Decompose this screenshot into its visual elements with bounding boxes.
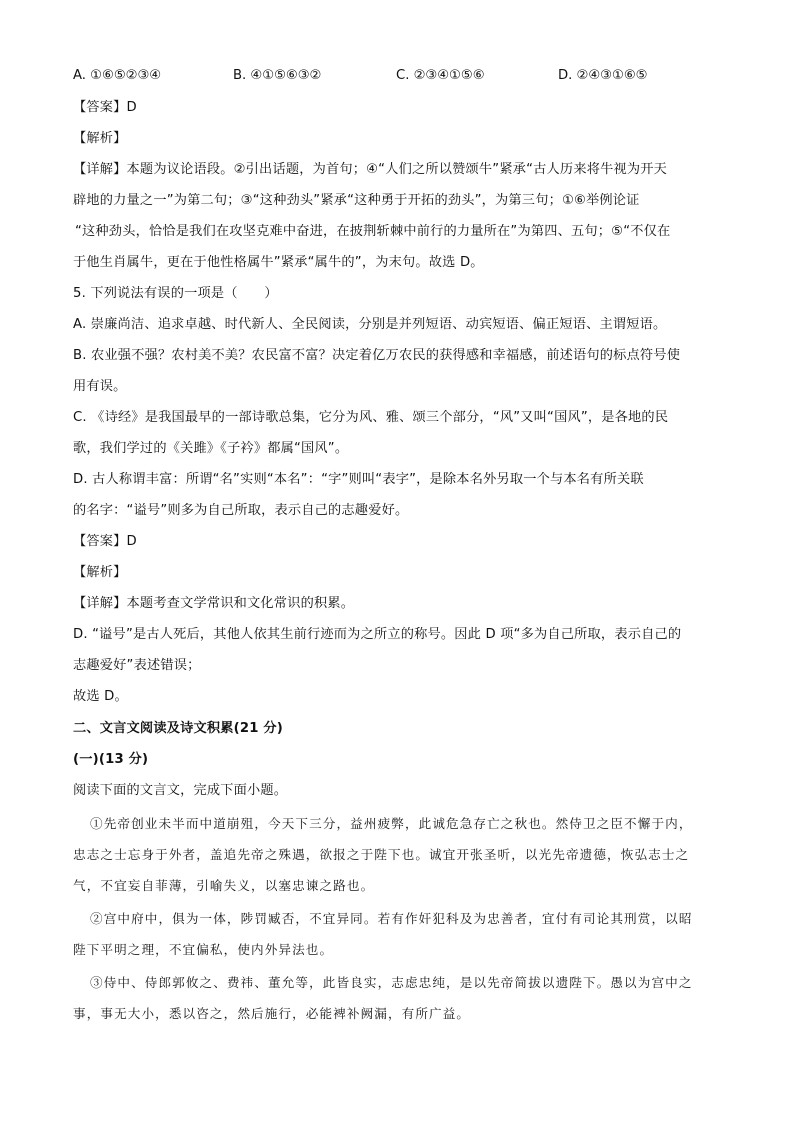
passage-line: ②宫中府中，俱为一体，陟罚臧否，不宜异同。若有作奸犯科及为忠善者，宜付有司论其刑赏，以昭 — [90, 911, 693, 926]
q4-option-c: C. ②③④①⑤⑥ — [396, 68, 485, 83]
q4-answer: 【答案】D — [73, 100, 137, 115]
passage-line: 事，事无大小，悉以咨之，然后施行，必能裨补阙漏，有所广益。 — [73, 1006, 471, 1021]
q5-option-line: 用有误。 — [73, 379, 127, 394]
reading-instruction: 阅读下面的文言文，完成下面小题。 — [73, 783, 288, 798]
passage-line: 忠志之士忘身于外者，盖追先帝之殊遇，欲报之于陛下也。诚宜开张圣听，以光先帝遗德，恢弘志士之 — [73, 847, 690, 862]
q5-option-line: B. 农业强不强？农村美不美？农民富不富？决定着亿万农民的获得感和幸福感，前述语句的标点符号使 — [73, 348, 681, 363]
passage-line: 气，不宜妄自菲薄，引喻失义，以塞忠谏之路也。 — [73, 878, 375, 893]
q4-option-a: A. ①⑥⑤②③④ — [73, 68, 162, 83]
q4-detail-line: “这种劲头，恰恰是我们在攻坚克难中奋进，在披荆斩棘中前行的力量所在”为第四、五句；⑤“不仅在 — [75, 224, 671, 239]
q5-analysis-label: 【解析】 — [73, 565, 127, 580]
passage-line: ③侍中、侍郎郭攸之、费祎、董允等，此皆良实，志虑忠纯，是以先帝简拔以遗陛下。愚以为宫中之 — [90, 975, 693, 990]
q5-detail-line: 【详解】本题考查文学常识和文化常识的积累。 — [73, 596, 355, 611]
section-title: 二、文言文阅读及诗文积累(21 分) — [73, 721, 284, 736]
section-subtitle: (一)(13 分) — [73, 752, 149, 767]
q5-stem: 5. 下列说法有误的一项是（ ） — [73, 286, 278, 301]
q5-detail-line: 故选 D。 — [73, 689, 128, 704]
q4-option-b: B. ④①⑤⑥③② — [233, 68, 322, 83]
q4-detail-line: 于他生肖属牛，更在于他性格属牛”紧承“属牛的”，为末句。故选 D。 — [73, 255, 484, 270]
q5-detail-line: 志趣爱好”表述错误； — [73, 658, 201, 673]
q5-option-line: D. 古人称谓丰富：所谓“名”实则“本名”：“字”则叫“表字”，是除本名外另取一个与本名有所关联 — [73, 472, 644, 487]
q5-answer: 【答案】D — [73, 534, 137, 549]
q4-detail-line: 【详解】本题为议论语段。②引出话题，为首句；④“人们之所以赞颂牛”紧承“古人历来将牛视为开天 — [73, 162, 668, 177]
q5-option-line: 歌，我们学过的《关雎》《子衿》都属“国风”。 — [73, 441, 349, 456]
q4-detail-line: 辟地的力量之一”为第二句；③“这种劲头”紧承“这种勇于开拓的劲头”，为第三句；①⑥举例论证 — [73, 193, 640, 208]
passage-line: 陛下平明之理，不宜偏私，使内外异法也。 — [73, 942, 334, 957]
q5-option-line: A. 崇廉尚洁、追求卓越、时代新人、全民阅读，分别是并列短语、动宾短语、偏正短语、主谓短语。 — [73, 317, 667, 332]
passage-line: ①先帝创业未半而中道崩殂，今天下三分，益州疲弊，此诚危急存亡之秋也。然侍卫之臣不懈于内， — [90, 816, 693, 831]
q4-analysis-label: 【解析】 — [73, 131, 127, 146]
q4-option-d: D. ②④③①⑥⑤ — [558, 68, 648, 83]
q5-detail-line: D. “谥号”是古人死后，其他人依其生前行迹而为之所立的称号。因此 D 项“多为自己所取，表示自己的 — [73, 627, 682, 642]
q5-option-line: C. 《诗经》是我国最早的一部诗歌总集，它分为风、雅、颂三个部分，“风”又叫“国风”，是各地的民 — [73, 410, 669, 425]
q5-option-line: 的名字：“谥号”则多为自己所取，表示自己的志趣爱好。 — [73, 503, 409, 518]
